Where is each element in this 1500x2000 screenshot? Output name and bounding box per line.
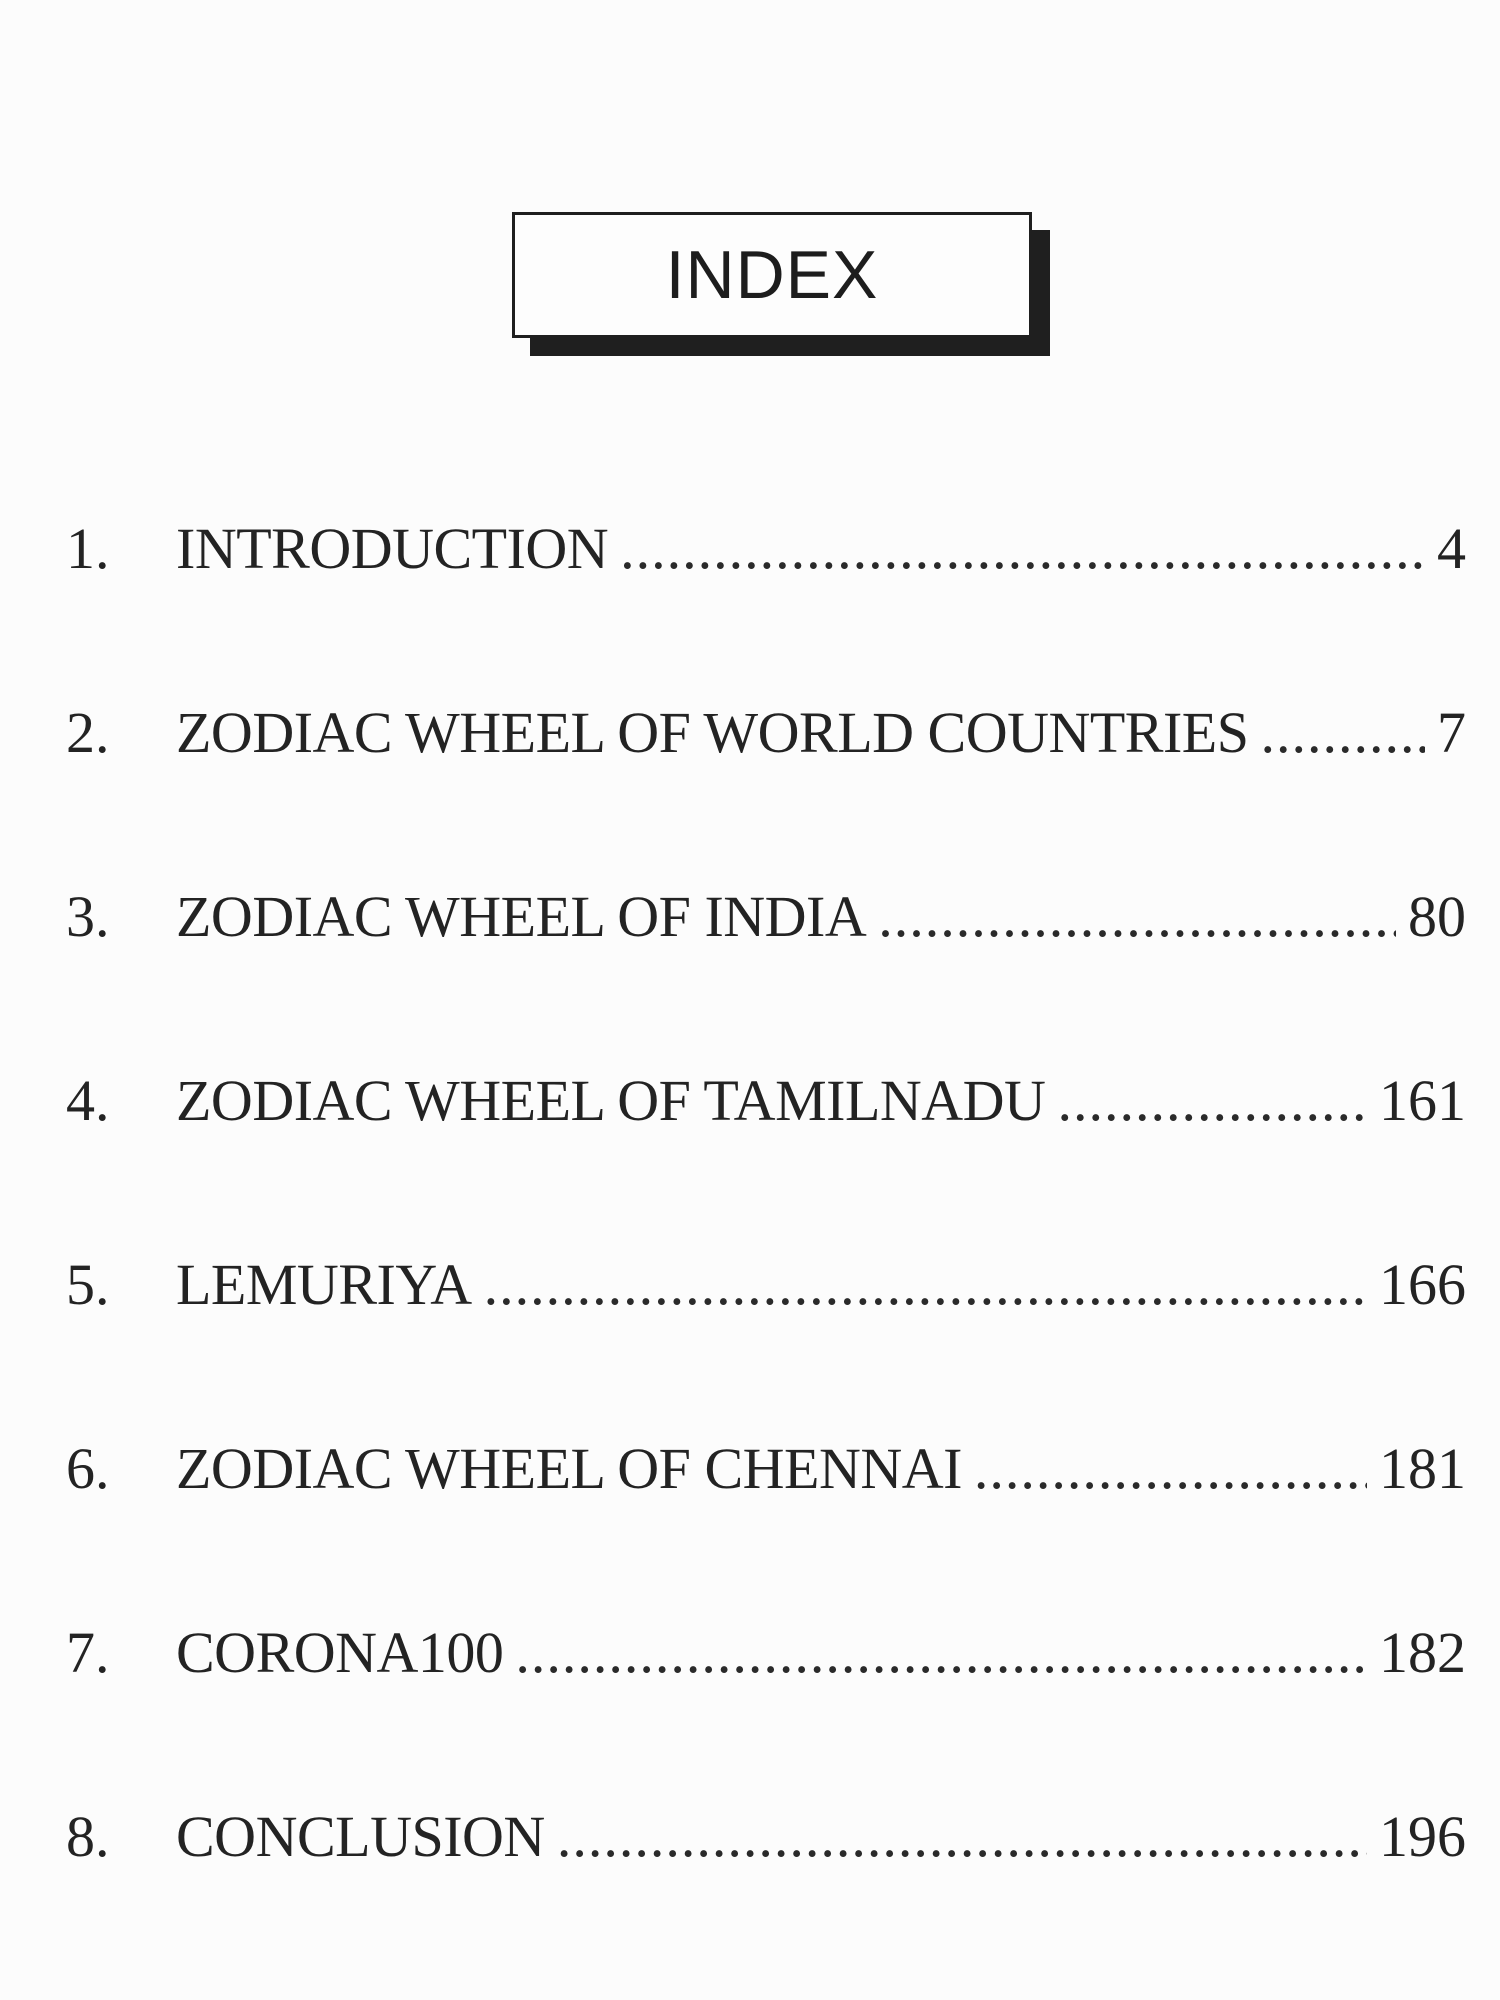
toc-entry — [66, 1804, 1466, 1992]
entry-title: CONCLUSION — [176, 1804, 545, 1869]
entry-title: INTRODUCTION — [176, 516, 609, 581]
dot-leader — [1260, 704, 1425, 762]
dot-leader — [1057, 1072, 1367, 1130]
entry-title: ZODIAC WHEEL OF INDIA — [176, 884, 867, 949]
toc-entry — [66, 1068, 1466, 1256]
toc-entry — [66, 1436, 1466, 1624]
toc-entry — [66, 884, 1466, 1072]
entry-title: CORONA100 — [176, 1620, 504, 1685]
entry-page-number: 181 — [1379, 1436, 1466, 1501]
entry-number: 5. — [66, 1252, 110, 1317]
entry-number: 6. — [66, 1436, 110, 1501]
entry-page-number: 80 — [1408, 884, 1466, 949]
dot-leader — [557, 1808, 1367, 1866]
entry-number: 7. — [66, 1620, 110, 1685]
entry-page-number: 161 — [1379, 1068, 1466, 1133]
dot-leader — [484, 1256, 1367, 1314]
entry-title: ZODIAC WHEEL OF TAMILNADU — [176, 1068, 1046, 1133]
dot-leader — [515, 1624, 1367, 1682]
entry-number: 1. — [66, 516, 110, 581]
entry-number: 4. — [66, 1068, 110, 1133]
table-of-contents — [66, 516, 1466, 1992]
toc-entry — [66, 1620, 1466, 1808]
entry-title: ZODIAC WHEEL OF WORLD COUNTRIES — [176, 700, 1249, 765]
entry-title: LEMURIYA — [176, 1252, 472, 1317]
entry-page-number: 196 — [1379, 1804, 1466, 1869]
toc-entry — [66, 1252, 1466, 1440]
page-title: INDEX — [665, 237, 879, 313]
toc-entry — [66, 516, 1466, 704]
entry-number: 3. — [66, 884, 110, 949]
dot-leader — [620, 520, 1425, 578]
entry-number: 8. — [66, 1804, 110, 1869]
heading-box-frame — [512, 212, 1032, 338]
entry-number: 2. — [66, 700, 110, 765]
toc-entry — [66, 700, 1466, 888]
dot-leader — [974, 1440, 1367, 1498]
dot-leader — [878, 888, 1396, 946]
entry-page-number: 182 — [1379, 1620, 1466, 1685]
entry-page-number: 7 — [1437, 700, 1466, 765]
entry-page-number: 4 — [1437, 516, 1466, 581]
index-heading-box — [512, 212, 1032, 338]
entry-title: ZODIAC WHEEL OF CHENNAI — [176, 1436, 962, 1501]
entry-page-number: 166 — [1379, 1252, 1466, 1317]
